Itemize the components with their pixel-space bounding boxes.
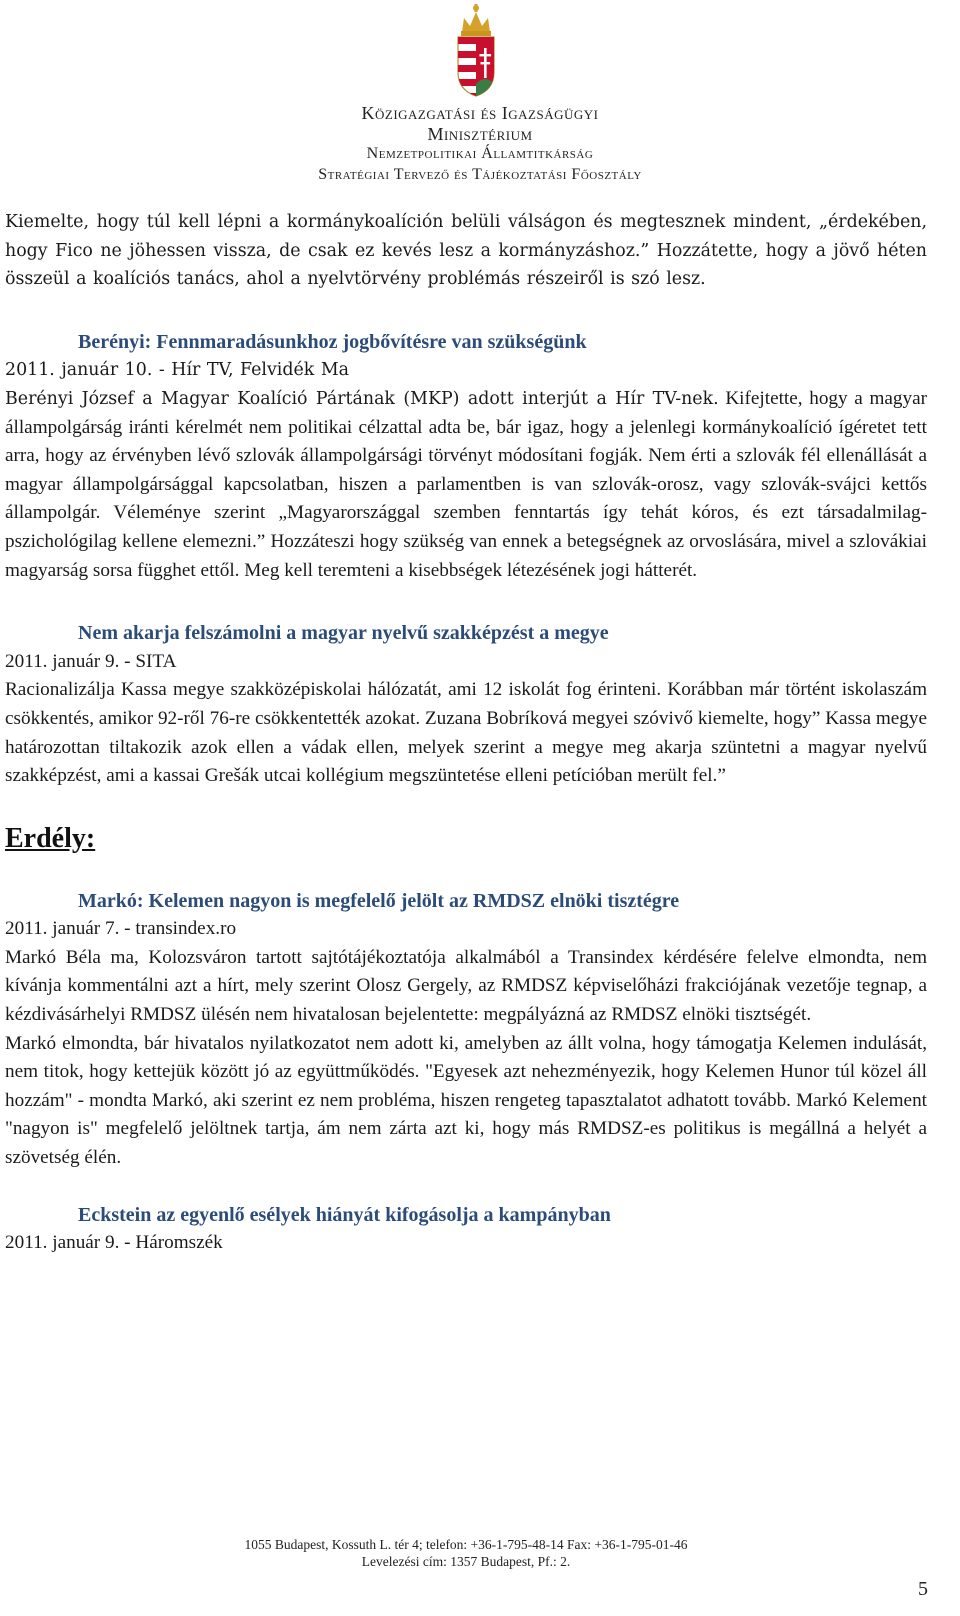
article-date: 2011. január 10. <box>5 360 153 381</box>
page-number: 5 <box>918 1578 928 1600</box>
article-title-marko: Markó: Kelemen nagyon is megfelelő jelölt az RMDSZ elnöki tisztégre <box>78 889 680 912</box>
ministry-header <box>0 0 960 190</box>
region-heading-erdely: Erdély: <box>5 822 96 854</box>
article-lead: Berényi József a Magyar Koalíció Pártának (MKP) adott interjút a Hír TV-nek. <box>5 388 719 409</box>
article-title-szakkepzes: Nem akarja felszámolni a magyar nyelvű szakképzést a megye <box>78 622 609 645</box>
article-body <box>5 385 927 585</box>
ministry-name-line2: Minisztérium <box>427 124 533 144</box>
article-title-eckstein: Eckstein az egyenlő esélyek hiányát kifogásolja a kampányban <box>78 1203 611 1226</box>
article-dateline: 2011. január 7. - transindex.ro <box>5 918 237 940</box>
footer-address: 1055 Budapest, Kossuth L. tér 4; telefon: +36-1-795-48-14 Fax: +36-1-795-01-46 <box>244 1537 688 1552</box>
article-body: Markó elmondta, bár hivatalos nyilatkozatot nem adott ki, amelyben az állt volna, hogy támogatja Kelemen indulását, nem titok, hogy kettejük között jó az együttműködés. "Egyesek azt nehezményezik, hogy Kelemen Hunor túl közel áll hozzám" - mondta Markó, aki szerint ez nem probléma, hiszen rengeteg tapasztalatot adhatott tovább. Markó Kelement "nagyon is" megfelelő jelöltnek tartja, ám nem zárta azt ki, hogy más RMDSZ-es politikus is megállná a helyét a szövetség élén. <box>5 1032 927 1169</box>
ministry-dept-line3: Nemzetpolitikai Államtitkárság <box>366 145 594 162</box>
document-body <box>5 208 927 1258</box>
ministry-dept-line4: Stratégiai Tervező és Tájékoztatási Főosztály <box>318 166 642 183</box>
page-footer <box>0 1536 932 1570</box>
footer-mailing-address: Levelezési cím: 1357 Budapest, Pf.: 2. <box>361 1554 571 1569</box>
article-dateline <box>5 356 927 385</box>
article-body-text: Kifejtette, hogy a magyar állampolgárság iránti kérelmét nem politikai célzattal adta be, bár igaz, hogy a jelenlegi kormánykoalíció ígéretet tett arra, hogy az érvényben lévő szlovák állampolgársági törvényt módosítani fogják. Nem érti a szlovák fél ellenállását a magyar állampolgársággal kapcsolatban, hiszen a parlamentben is van szlovák-orosz, vagy szlovák-svájci kettős állampolgár. Véleménye szerint „Magyarországgal szemben fenntartás így tehát kóros, és ezt társadalmilag-pszichológilag kellene elemezni.” Hozzáteszi hogy szükség van ennek a betegségnek az orvoslására, mivel a szlovákiai magyarság sorsa függhet ettől. Meg kell teremteni a kisebbségek létezésének jogi hátterét. <box>5 387 927 581</box>
article-dateline: 2011. január 9. - Háromszék <box>5 1232 223 1254</box>
intro-paragraph: Kiemelte, hogy túl kell lépni a kormánykoalíción belüli válságon és megtesznek mindent, „érdekében, hogy Fico ne jöhessen vissza, de csak ez kevés lesz a kormányzáshoz.” Hozzátette, hogy a jövő héten összeül a koalíciós tanács, ahol a nyelvtörvény problémás részeiről is szó lesz. <box>5 212 927 290</box>
ministry-name-line1: Közigazgatási és Igazságügyi <box>361 103 599 123</box>
article-title-berenyi: Berényi: Fennmaradásunkhoz jogbővítésre van szükségünk <box>78 330 587 353</box>
article-source: - Hír TV, Felvidék Ma <box>152 360 350 381</box>
article-dateline: 2011. január 9. - SITA <box>5 650 177 672</box>
coat-of-arms-icon <box>448 2 504 98</box>
article-body: Markó Béla ma, Kolozsváron tartott sajtótájékoztatója alkalmából a Transindex kérdésére felelve elmondta, nem kívánja kommentálni azt a hírt, mely szerint Olosz Gergely, az RMDSZ képviselőházi frakciójának vezetője tegnap, a kézdivásárhelyi RMDSZ ülésén nem hivatalosan bejelentette: megpályázná az RMDSZ elnöki tisztségét. <box>5 946 927 1026</box>
article-body: Racionalizálja Kassa megye szakközépiskolai hálózatát, ami 12 iskolát fog érinteni. Korábban már történt iskolaszám csökkentés, amikor 92-ről 76-re csökkentették azokat. Zuzana Bobríková megyei szóvivő kiemelte, hogy” Kassa megye határozottan tiltakozik azok ellen a vádak ellen, melyek szerint a megye meg akarja szüntetni a magyar nyelvű szakképzést, ami a kassai Grešák utcai kollégium megszüntetése elleni petícióban merült fel.” <box>5 679 927 787</box>
